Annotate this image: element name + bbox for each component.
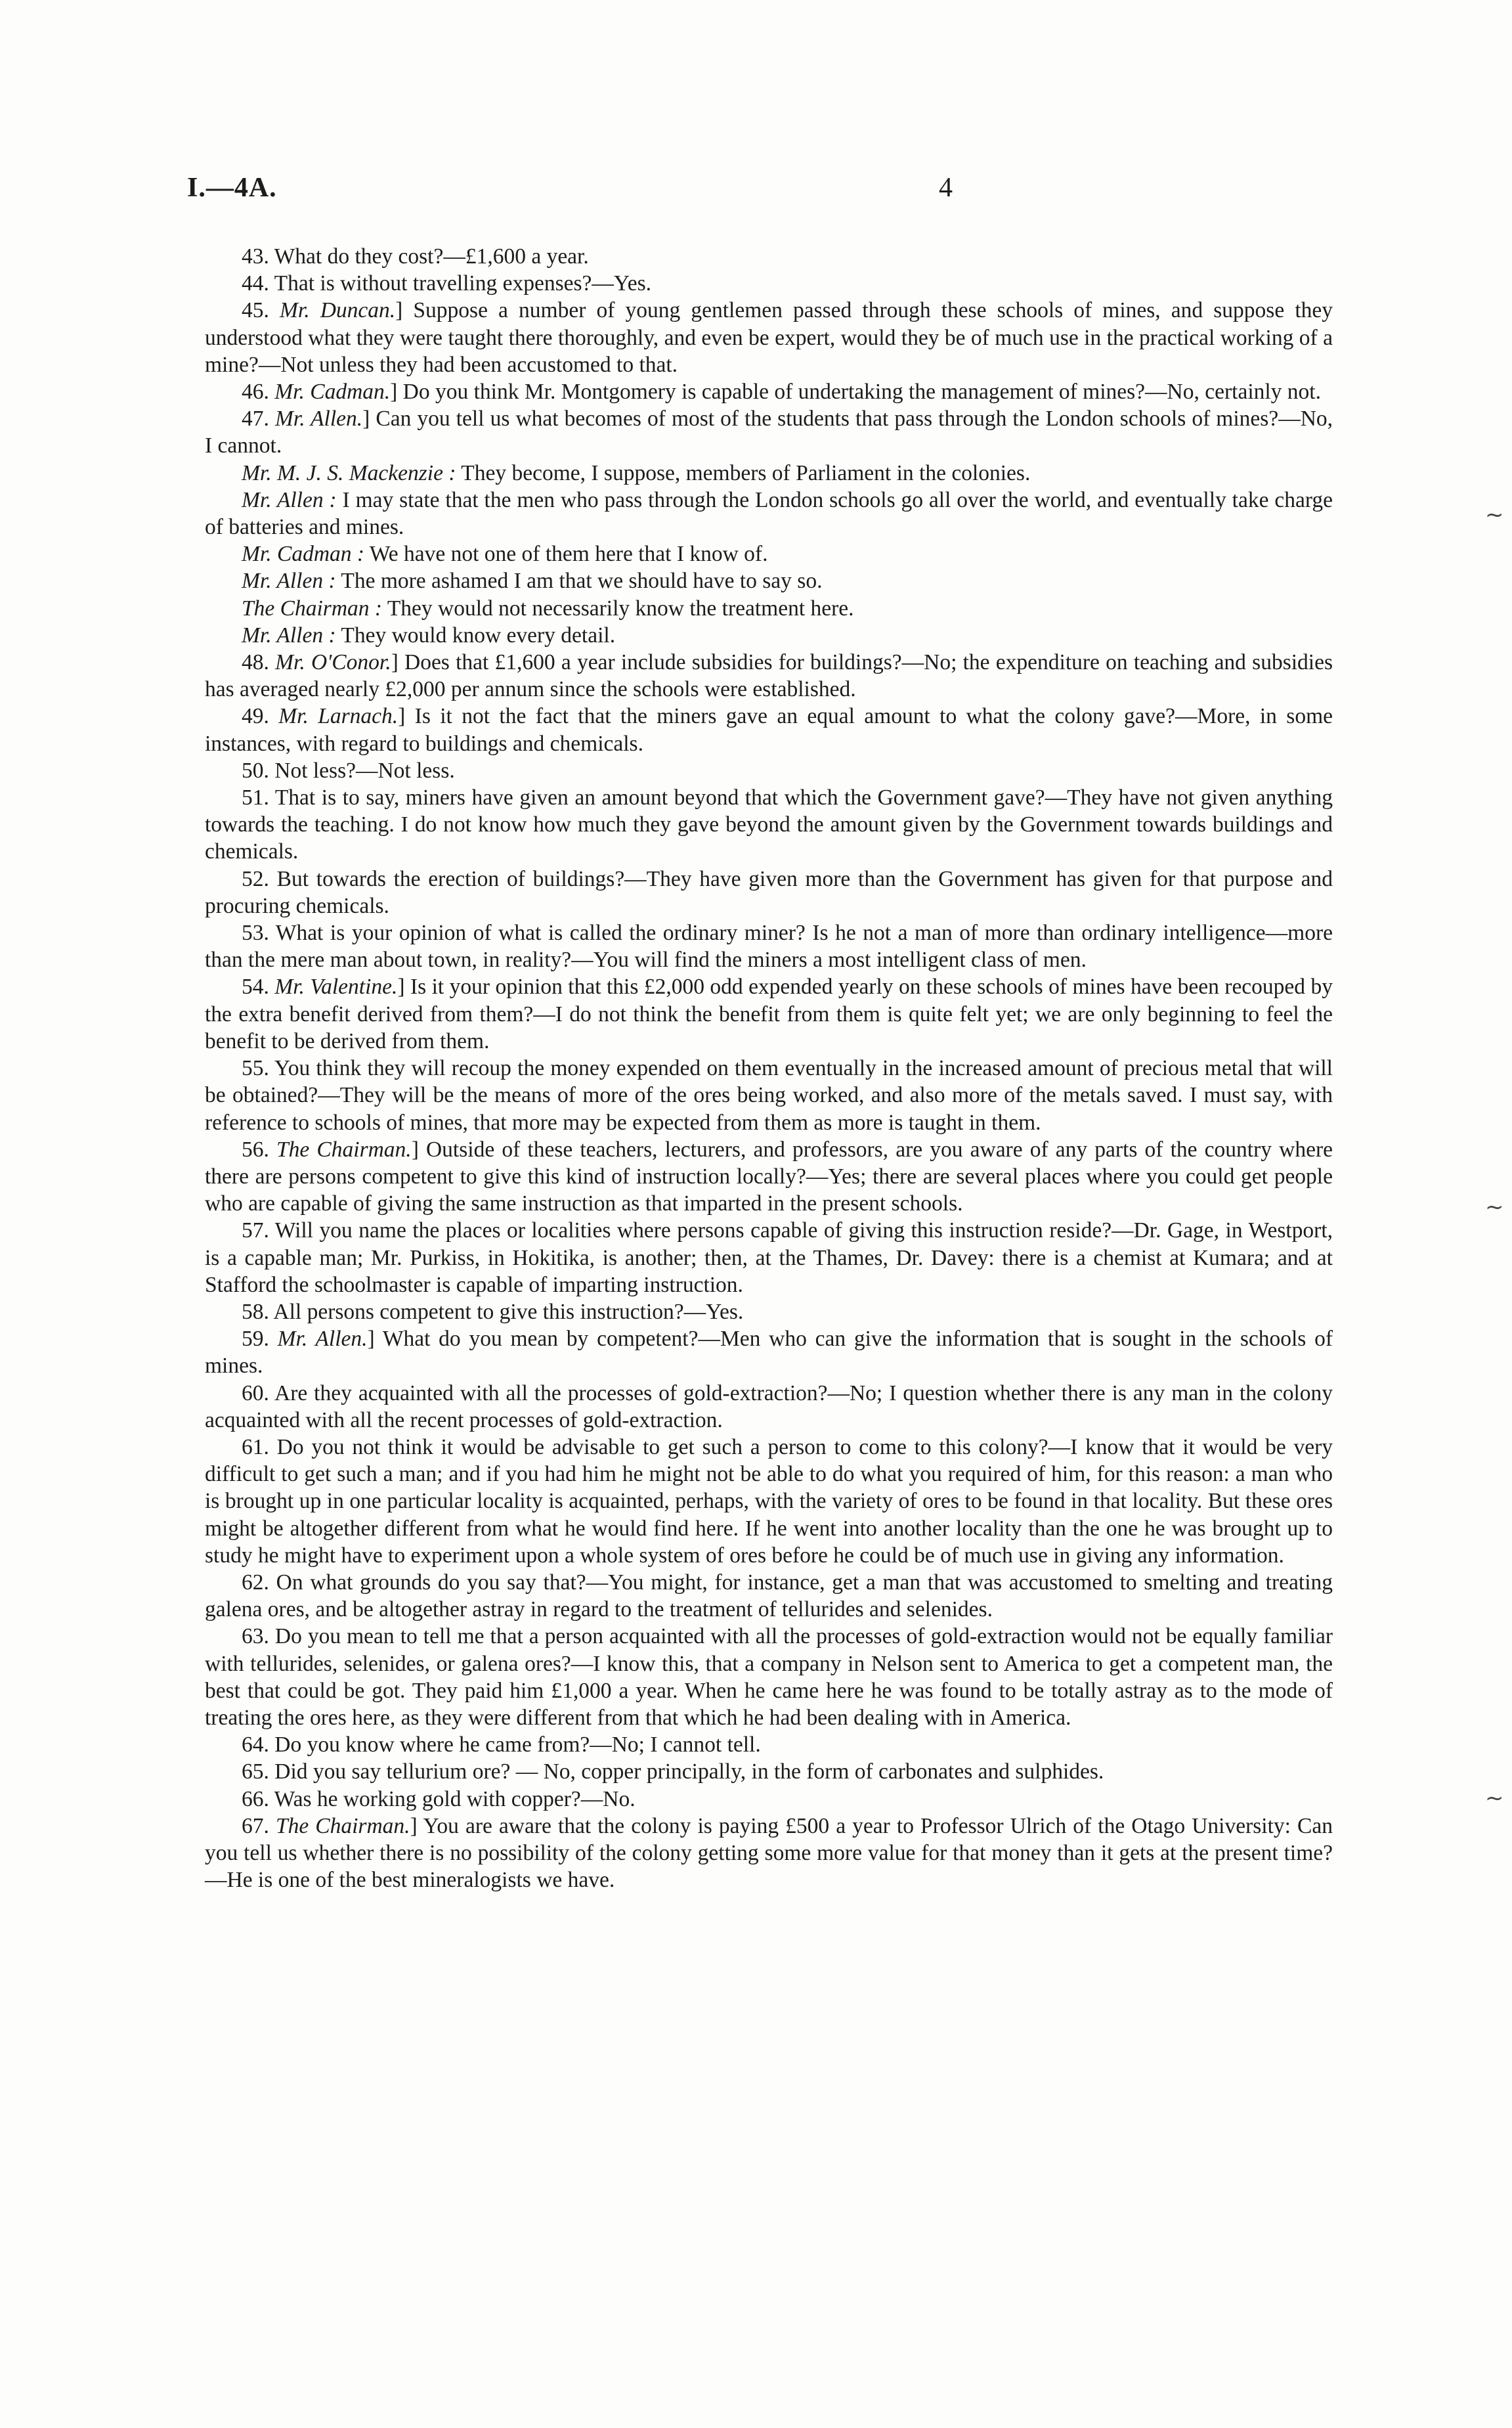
testimony-paragraph xyxy=(205,243,1333,270)
testimony-paragraph xyxy=(205,1731,1333,1758)
testimony-paragraph xyxy=(205,1217,1333,1298)
paragraph-text: 50. Not less?—Not less. xyxy=(242,758,455,783)
testimony-paragraph xyxy=(205,460,1333,487)
testimony-paragraph xyxy=(205,1623,1333,1731)
testimony-paragraph xyxy=(205,973,1333,1055)
speaker-name: Mr. Allen : xyxy=(242,623,336,648)
speaker-name: Mr. M. J. S. Mackenzie : xyxy=(242,460,456,485)
testimony-paragraph xyxy=(205,1758,1333,1785)
margin-mark-icon: ~ xyxy=(1485,1785,1504,1811)
speaker-name: Mr. Cadman : xyxy=(242,542,365,567)
paragraph-text: ] Is it not the fact that the miners gave an equal amount to what the colony gave?—More, in some instances, with regard to buildings and chemicals. xyxy=(205,704,1333,756)
speaker-name: Mr. Valentine. xyxy=(274,975,398,1000)
testimony-paragraph xyxy=(205,297,1333,378)
testimony-paragraph xyxy=(205,1380,1333,1434)
document-reference: I.—4A. xyxy=(187,173,277,203)
testimony-paragraph xyxy=(205,1434,1333,1569)
paragraph-text: They would not necessarily know the treatment here. xyxy=(382,596,854,621)
speaker-name: Mr. Allen. xyxy=(277,1327,368,1352)
paragraph-text: 52. But towards the erection of buildings?—They have given more than the Government has given for that purpose and procuring chemicals. xyxy=(205,866,1333,918)
testimony-paragraph xyxy=(205,784,1333,866)
speaker-name: The Chairman. xyxy=(275,1813,410,1838)
paragraph-text: 55. You think they will recoup the money expended on them eventually in the increased amount of precious metal that will be obtained?—They will be the means of more of the ores being worked, and also more of the metals saved. I must say, with reference to schools of mines, that more may be expected from them as more is taught in them. xyxy=(205,1056,1333,1135)
question-number: 67. xyxy=(242,1813,276,1838)
paragraph-text: ] Outside of these teachers, lecturers, and professors, are you aware of any parts of the country where there are persons competent to give this kind of instruction locally?—Yes; there are several places where you could get people who are capable of giving the same instruction as that imparted in the present schools. xyxy=(205,1137,1333,1216)
testimony-paragraph xyxy=(205,649,1333,703)
paragraph-text: I may state that the men who pass through the London schools go all over the world, and eventually take charge of batteries and mines. xyxy=(205,487,1333,540)
paragraph-text: 65. Did you say tellurium ore? — No, copper principally, in the form of carbonates and sulphides. xyxy=(242,1759,1104,1784)
paragraph-text: 58. All persons competent to give this instruction?—Yes. xyxy=(242,1299,744,1324)
speaker-name: Mr. O'Conor. xyxy=(275,650,391,675)
paragraph-text: They become, I suppose, members of Parliament in the colonies. xyxy=(456,460,1031,485)
testimony-paragraph xyxy=(205,757,1333,784)
paragraph-text: ] Suppose a number of young gentlemen passed through these schools of mines, and suppose they understood what they were taught there thoroughly, and even be expert, would they be of much use in the practical working of a mine?—Not unless they had been accustomed to that. xyxy=(205,298,1333,377)
paragraph-text: 62. On what grounds do you say that?—You might, for instance, get a man that was accustomed to smelting and treating galena ores, and be altogether astray in regard to the treatment of tellurides and selenides. xyxy=(205,1570,1333,1622)
question-number: 47. xyxy=(242,407,275,431)
paragraph-text: ] You are aware that the colony is paying £500 a year to Professor Ulrich of the Otago University: Can you tell us whether there is no possibility of the colony getting some more value for that money than it gets at the present time?—He is one of the best mineralogists we have. xyxy=(205,1813,1333,1893)
testimony-paragraph xyxy=(205,378,1333,405)
testimony-body xyxy=(205,243,1333,1893)
testimony-paragraph xyxy=(205,405,1333,459)
page-header xyxy=(187,172,1333,211)
testimony-paragraph xyxy=(205,1298,1333,1325)
paragraph-text: ] Is it your opinion that this £2,000 odd expended yearly on these schools of mines have been recouped by the extra benefit derived from them?—I do not think the benefit from them is quite felt yet; we are only beginning to feel the benefit to be derived from them. xyxy=(205,975,1333,1053)
testimony-paragraph xyxy=(205,866,1333,919)
paragraph-text: 66. Was he working gold with copper?—No. xyxy=(242,1786,636,1811)
paragraph-text: 64. Do you know where he came from?—No; I cannot tell. xyxy=(242,1733,761,1757)
question-number: 59. xyxy=(242,1327,278,1352)
paragraph-text: 44. That is without travelling expenses?—Yes. xyxy=(242,271,652,296)
paragraph-text: ] Do you think Mr. Montgomery is capable of undertaking the management of mines?—No, certainly not. xyxy=(390,380,1321,405)
testimony-paragraph xyxy=(205,1136,1333,1218)
testimony-paragraph xyxy=(205,622,1333,649)
testimony-paragraph xyxy=(205,1055,1333,1136)
speaker-name: The Chairman : xyxy=(242,596,383,621)
testimony-paragraph xyxy=(205,1786,1333,1813)
paragraph-text: We have not one of them here that I know of. xyxy=(364,542,768,567)
paragraph-text: 43. What do they cost?—£1,600 a year. xyxy=(242,244,589,269)
paragraph-text: 57. Will you name the places or localities where persons capable of giving this instruction reside?—Dr. Gage, in Westport, is a capable man; Mr. Purkiss, in Hokitika, is another; then, at the Thames, Dr. Davey: there is a chemist at Kumara; and at Stafford the schoolmaster is capable of imparting instruction. xyxy=(205,1218,1333,1297)
speaker-name: Mr. Allen. xyxy=(274,407,363,431)
testimony-paragraph xyxy=(205,541,1333,567)
paragraph-text: The more ashamed I am that we should have to say so. xyxy=(335,569,823,594)
question-number: 54. xyxy=(242,975,275,1000)
speaker-name: Mr. Duncan. xyxy=(279,298,396,323)
testimony-paragraph xyxy=(205,1325,1333,1379)
paragraph-text: 60. Are they acquainted with all the processes of gold-extraction?—No; I question whether there is any man in the colony acquainted with all the recent processes of gold-extraction. xyxy=(205,1380,1333,1432)
question-number: 56. xyxy=(242,1137,277,1162)
testimony-paragraph xyxy=(205,919,1333,973)
speaker-name: The Chairman. xyxy=(276,1137,412,1162)
paragraph-text: They would know every detail. xyxy=(335,623,616,648)
speaker-name: Mr. Allen : xyxy=(242,487,337,512)
question-number: 46. xyxy=(242,380,275,405)
paragraph-text: ] What do you mean by competent?—Men who can give the information that is sought in the schools of mines. xyxy=(205,1327,1333,1379)
testimony-paragraph xyxy=(205,703,1333,757)
testimony-paragraph xyxy=(205,1569,1333,1623)
page-number: 4 xyxy=(939,173,953,203)
question-number: 45. xyxy=(242,298,280,323)
testimony-paragraph xyxy=(205,487,1333,541)
paragraph-text: ] Can you tell us what becomes of most of the students that pass through the London schools of mines?—No, I cannot. xyxy=(205,407,1333,458)
question-number: 49. xyxy=(242,704,279,729)
margin-mark-icon: ~ xyxy=(1485,502,1504,528)
testimony-paragraph xyxy=(205,567,1333,594)
speaker-name: Mr. Larnach. xyxy=(278,704,399,729)
paragraph-text: 51. That is to say, miners have given an amount beyond that which the Government gave?—They have not given anything towards the teaching. I do not know how much they gave beyond the amount given by the Government towards buildings and chemicals. xyxy=(205,785,1333,864)
margin-mark-icon: ~ xyxy=(1485,1194,1504,1220)
speaker-name: Mr. Cadman. xyxy=(274,380,391,405)
testimony-paragraph xyxy=(205,1813,1333,1894)
testimony-paragraph xyxy=(205,595,1333,622)
paragraph-text: ] Does that £1,600 a year include subsidies for buildings?—No; the expenditure on teaching and subsidies has averaged nearly £2,000 per annum since the schools were established. xyxy=(205,650,1333,702)
paragraph-text: 63. Do you mean to tell me that a person acquainted with all the processes of gold-extraction would not be equally familiar with tellurides, selenides, or galena ores?—I know this, that a company in Nelson sent to America to get a competent man, the best that could be got. They paid him £1,000 a year. When he came here he was found to be totally astray as to the mode of treating the ores here, as they were different from that which he had been dealing with in America. xyxy=(205,1624,1333,1730)
paragraph-text: 53. What is your opinion of what is called the ordinary miner? Is he not a man of more than ordinary intelligence—more than the mere man about town, in reality?—You will find the miners a most intelligent class of men. xyxy=(205,921,1333,973)
question-number: 48. xyxy=(242,650,276,675)
paragraph-text: 61. Do you not think it would be advisable to get such a person to come to this colony?—I know that it would be very difficult to get such a man; and if you had him he might not be able to do what you required of him, for this reason: a man who is brought up in one particular locality is acquainted, perhaps, with the variety of ores to be found in that locality. But these ores might be altogether different from what he would find here. If he went into another locality than the one he was brought up to study he might have to experiment upon a whole system of ores before he could be of much use in giving any information. xyxy=(205,1434,1333,1568)
speaker-name: Mr. Allen : xyxy=(242,569,336,594)
testimony-paragraph xyxy=(205,270,1333,297)
